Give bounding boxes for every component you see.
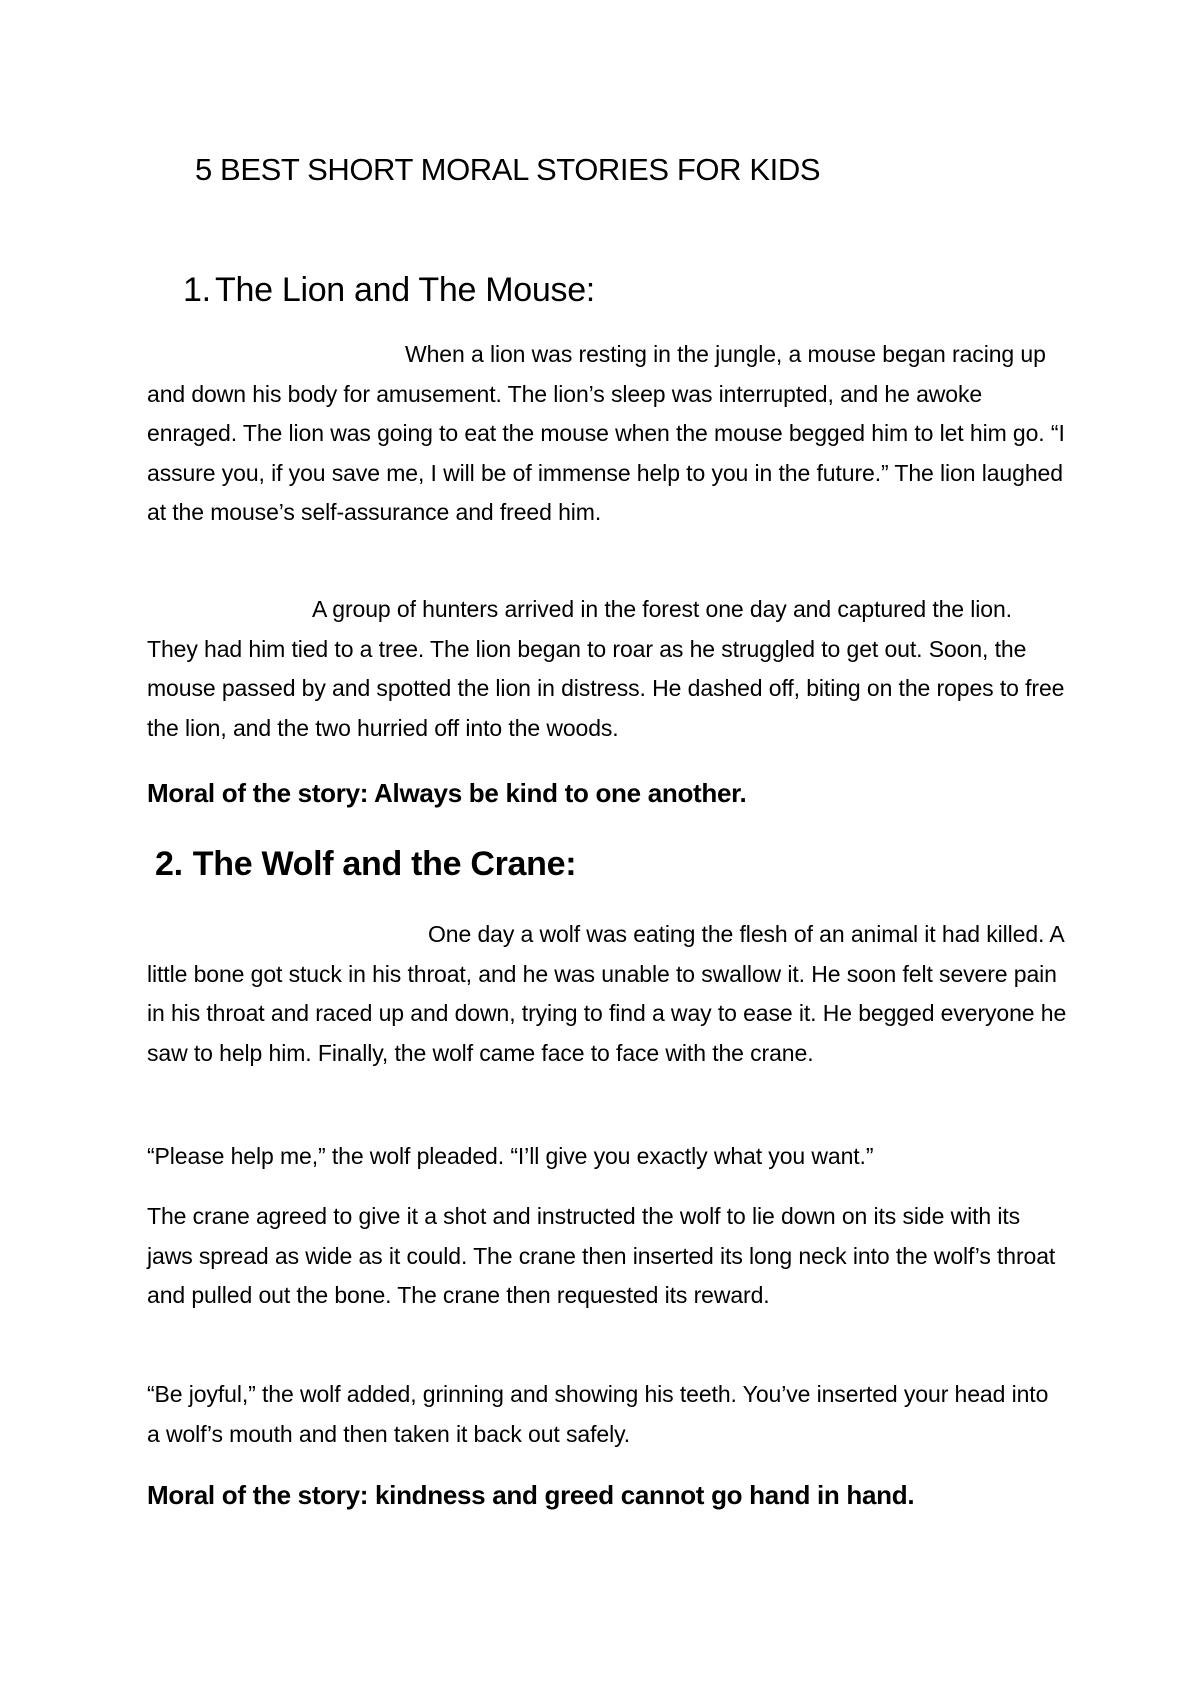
story-2-moral: Moral of the story: kindness and greed cannot go hand in hand. [147, 1480, 915, 1510]
story-2-paragraph-1 [147, 915, 1067, 1073]
story-2-heading-text: The Wolf and the Crane: [192, 845, 577, 883]
story-1-heading [183, 271, 595, 310]
story-1-moral: Moral of the story: Always be kind to one another. [147, 778, 747, 808]
story-1-paragraph-1-text: When a lion was resting in the jungle, a mouse began racing up and down his body for amusement. The lion’s sleep was interrupted, and he awoke enraged. The lion was going to eat the mouse when the mouse begged him to let him go. “I assure you, if you save me, I will be of immense help to you in the future.” The lion laughed at the mouse’s self-assurance and freed him. [147, 341, 1065, 525]
story-2-paragraph-1-text: One day a wolf was eating the flesh of an animal it had killed. A little bone got stuck in his throat, and he was unable to swallow it. He soon felt severe pain in his throat and raced up and down, trying to find a way to ease it. He begged everyone he saw to help him. Finally, the wolf came face to face with the crane. [147, 921, 1067, 1066]
story-2-paragraph-4: “Be joyful,” the wolf added, grinning and showing his teeth. You’ve inserted your head into a wolf’s mouth and then taken it back out safely. [147, 1381, 1049, 1447]
story-1-paragraph-2 [147, 590, 1067, 748]
story-2-paragraph-2: “Please help me,” the wolf pleaded. “I’ll give you exactly what you want.” [147, 1143, 874, 1169]
document-title: 5 BEST SHORT MORAL STORIES FOR KIDS [195, 152, 821, 187]
story-1-heading-text: The Lion and The Mouse: [215, 271, 595, 309]
story-2-paragraph-3: The crane agreed to give it a shot and instructed the wolf to lie down on its side with its jaws spread as wide as it could. The crane then inserted its long neck into the wolf’s throat and pulled out the bone. The crane then requested its reward. [147, 1203, 1056, 1308]
story-1-paragraph-1 [147, 335, 1067, 533]
story-1-paragraph-2-text: A group of hunters arrived in the forest one day and captured the lion. They had him tied to a tree. The lion began to roar as he struggled to get out. Soon, the mouse passed by and spotted the lion in distress. He dashed off, biting on the ropes to free the lion, and the two hurried off into the woods. [147, 596, 1065, 741]
story-2-heading [155, 845, 576, 884]
story-2-number: 2. [155, 845, 183, 883]
story-1-number: 1. [183, 271, 211, 309]
